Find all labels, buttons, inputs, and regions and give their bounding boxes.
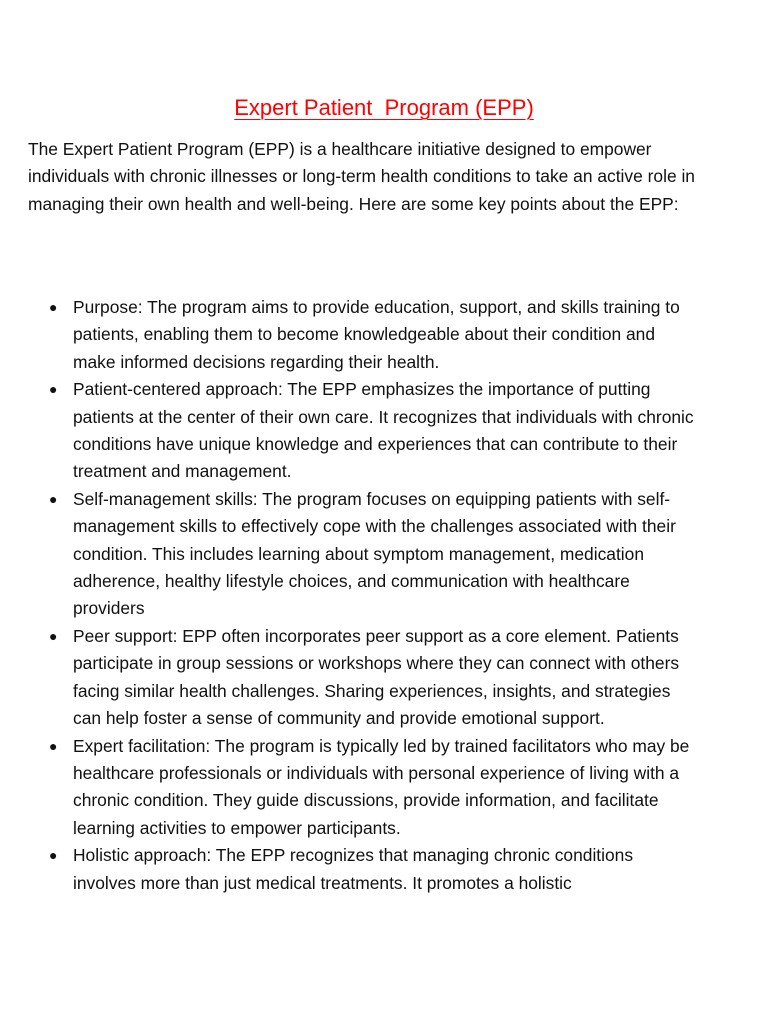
list-item bbox=[0, 623, 697, 733]
list-item bbox=[0, 376, 697, 486]
key-points-list bbox=[0, 294, 768, 897]
list-item bbox=[0, 842, 697, 897]
list-item-text: Peer support: EPP often incorporates peer support as a core element. Patients participate in group sessions or workshops where they can connect with others facing similar health challenges. Sharing experiences, insights, and strategies can help foster a sense of community and provide emotional support. bbox=[73, 625, 680, 729]
bullet-icon: ● bbox=[49, 627, 58, 644]
bullet-icon: ● bbox=[49, 490, 58, 507]
document-title: Expert Patient Program (EPP) bbox=[234, 95, 534, 120]
list-item bbox=[0, 733, 697, 843]
list-item bbox=[0, 294, 697, 376]
list-item-text: Self-management skills: The program focuses on equipping patients with self-management skills to effectively cope with the challenges associated with their condition. This includes learning about symptom management, medication adherence, healthy lifestyle choices, and communication with healthcare providers bbox=[73, 488, 676, 619]
intro-paragraph: The Expert Patient Program (EPP) is a healthcare initiative designed to empower individuals with chronic illnesses or long-term health conditions to take an active role in managing their own health and well-being. Here are some key points about the EPP: bbox=[28, 139, 695, 214]
bullet-icon: ● bbox=[49, 299, 58, 315]
bullet-icon: ● bbox=[49, 381, 58, 398]
list-item-text: Holistic approach: The EPP recognizes that managing chronic conditions involves more than just medical treatments. It promotes a holistic bbox=[73, 845, 634, 893]
bullet-icon: ● bbox=[49, 737, 58, 754]
list-item-text: Purpose: The program aims to provide education, support, and skills training to patients, enabling them to become knowledgeable about their condition and make informed decisions regarding their health. bbox=[73, 297, 680, 372]
list-item bbox=[0, 486, 697, 623]
list-item-text: Expert facilitation: The program is typically led by trained facilitators who may be healthcare professionals or individuals with personal experience of living with a chronic condition. They guide discussions, provide information, and facilitate learning activities to empower participants. bbox=[73, 735, 690, 838]
list-item-text: Patient-centered approach: The EPP emphasizes the importance of putting patients at the center of their own care. It recognizes that individuals with chronic conditions have unique knowledge and experiences that can contribute to their treatment and management. bbox=[73, 379, 694, 482]
bullet-icon: ● bbox=[49, 847, 58, 864]
